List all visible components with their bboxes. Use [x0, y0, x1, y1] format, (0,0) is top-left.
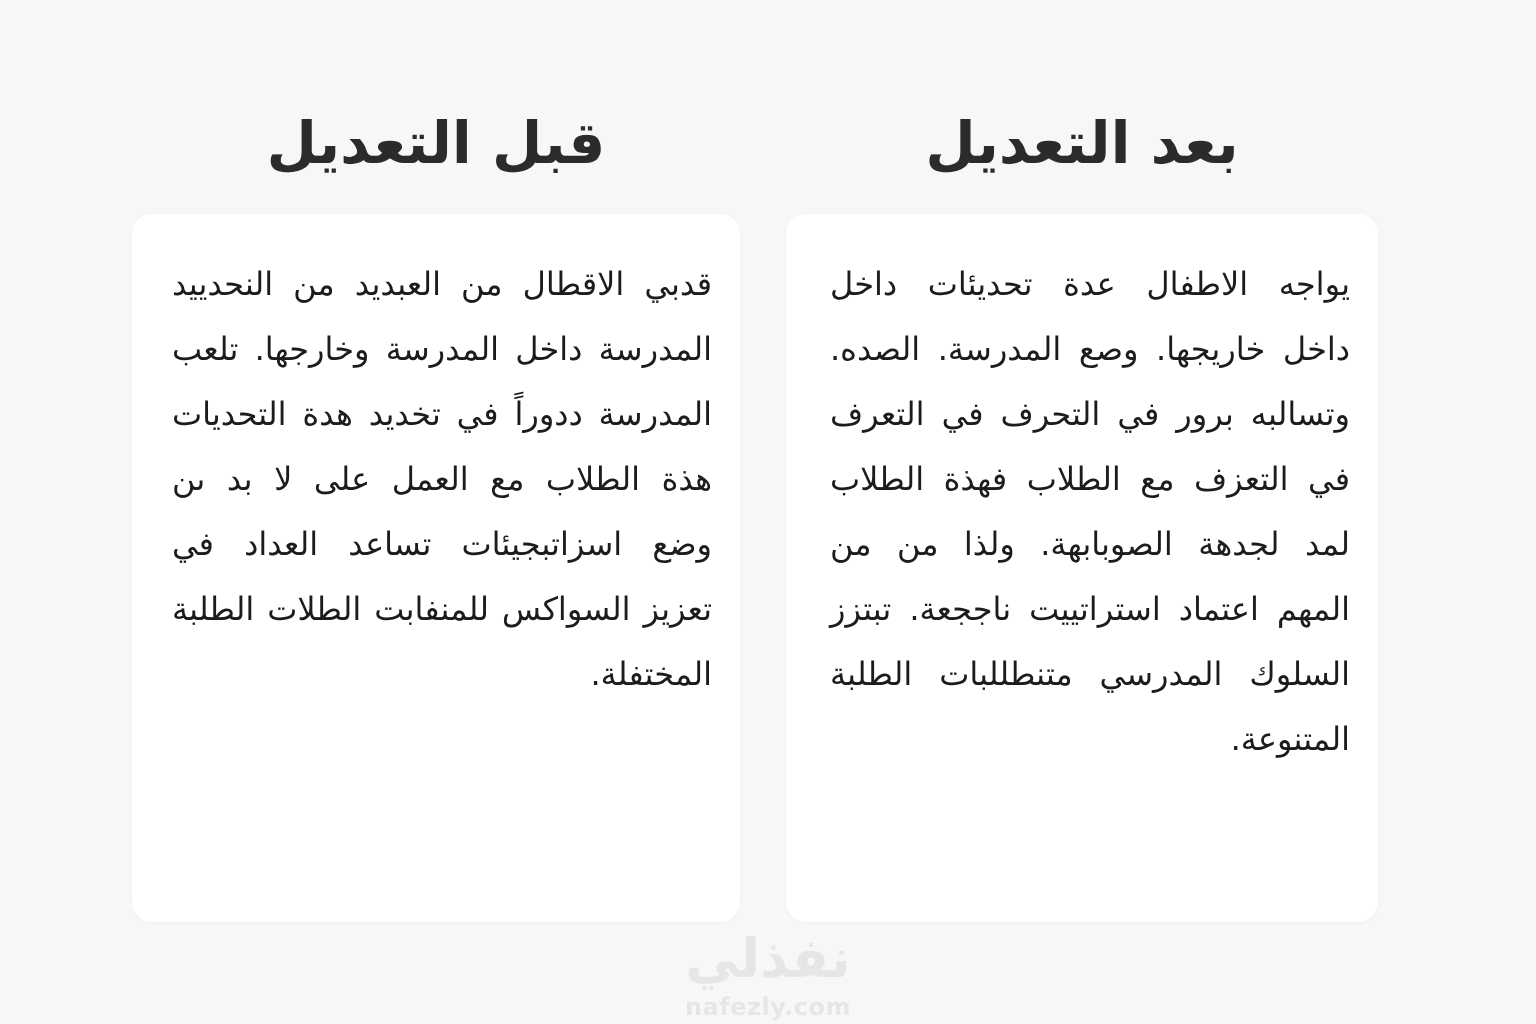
before-paragraph: قدبي الاقطال من العبديد من النحدييد المدرسة داخل المدرسة وخارجها. تلعب المدرسة ددوراً في تخديد هدة التحديات هذة الطلاب مع العمل على لا بد ىن وضع اسزاتبجيئات تساعد العداد في تعزيز السواكس للمنفابت الطلات الطلبة المختفلة. — [172, 265, 712, 693]
watermark-arabic: نفذلي — [685, 927, 851, 990]
after-title: بعد التعديل — [925, 109, 1239, 177]
before-title: قبل التعديل — [266, 109, 606, 177]
after-paragraph: يواجه الاطفال عدة تحديئات داخل داخل خاريجها. وصع المدرسة. الصده. وتسالبه برور في التحرف في التعرف في التعزف مع الطلاب فهذة الطلاب لمد لجدهة الصوبابهة. ولذا من من المهم اعتماد استراتييت ناججعة. تبتزز السلوك المدرسي متنطللبات الطلبة المتنوعة. — [830, 265, 1350, 758]
nafezly-watermark-logo — [668, 926, 868, 1022]
watermark-latin: nafezly.com — [685, 993, 851, 1021]
